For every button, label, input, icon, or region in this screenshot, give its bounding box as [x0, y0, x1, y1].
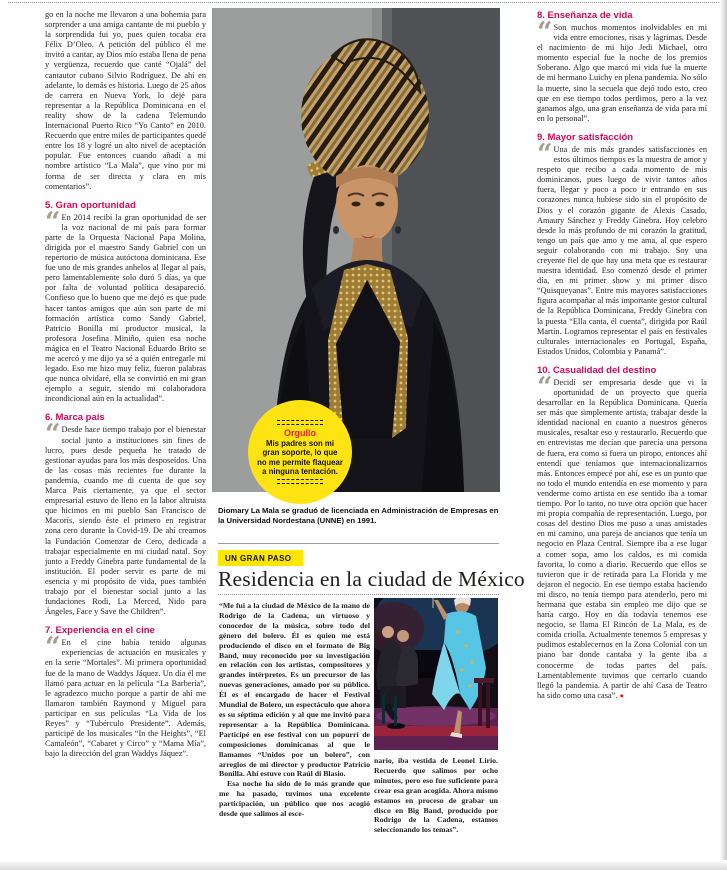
quote-mark-icon: “	[537, 138, 550, 170]
page-edge	[720, 0, 727, 870]
dash-divider	[277, 424, 323, 425]
section-heading-7: 7. Experiencia en el cine	[45, 625, 155, 637]
right-column	[537, 10, 707, 701]
feature-paragraph-1: “Me fui a la ciudad de México de la mano de Rodrigo de la Cadena, un virtuoso y conocedor de la música, sobre todo del género del bolero. Él es quien me está produciendo el disco en el formato de Big Band, muy reconocido por su investigación en relación con los artistas, compositores y grandes intérpretes. Es un precursor de las nuevas generaciones, amado por su público. Él es el encargado de hacer el Festival Mundial de Bolero, un espectáculo que ahora es su séptima edición y al que me invitó para representar a la República Dominicana. Participé en ese festival con un popurrí de composiciones dominicanas al que le llamamos “Unidos por un bolero”, con arreglos de mi director y productor Patricio Bonilla. Ahí estuve con Raúl di Blasio.	[219, 601, 370, 779]
feature-paragraph-3: nario, iba vestida de Leonel Lirio. Recuerdo que salimos por ocho minutos, pero eso fue suficiente para crear esa gran acogida. Ahora mismo estamos en proceso de grabar un disco en Big Band, producido por Rodrigo de la Cadena, estamos seleccionando los temas”.	[374, 756, 498, 835]
photo-caption: Diomary La Mala se graduó de licenciada en Administración de Empresas en la Universidad Nordestana (UNNE) en 1991.	[218, 506, 499, 525]
section-heading-9: 9. Mayor satisfacción	[537, 131, 634, 143]
portrait-photo	[212, 8, 500, 492]
feature-title: Residencia en la ciudad de México	[218, 567, 525, 591]
section-body-6: “ Desde hace tiempo trabajo por el bienestar social junto a instituciones sin fines de lucro, pues desde pequeña he tratado de gestionar ayudas para los más desposeídos. Una de las cosas más recientes fue durante la pandemia, cuando me di cuenta de que soy Marca País ciertamente, ya que el sector empresarial estuvo de lleno en la labor altruista que hicimos en mi pueblo San Francisco de Macorís, siendo éste el primero en registrar zona cero durante la Covid-19. De ahí creamos la Fundación Comenzar de Cero, dedicada a trabajar especialmente en mi ciudad natal. Soy junto a Freddy Ginebra parte fundamental de la institución. El poder servir es parte de mi esencia y mi propósito de vida, pues también trabajo por el bienestar social junto a las fundaciones Rodi, La Merced, Nido para Ángeles, Face y Save the Children”.	[45, 419, 206, 617]
feature-top-rule	[218, 543, 499, 544]
callout-text: Mis padres son mi gran soporte, lo que no me permite flaquear a ninguna tentación.	[257, 438, 343, 476]
quote-mark-icon: “	[45, 632, 58, 664]
section-heading-6: 6. Marca país	[45, 412, 105, 424]
section-heading-5: 5. Gran oportunidad	[45, 199, 136, 211]
kicker-badge: UN GRAN PASO	[218, 550, 303, 566]
section-body-7: “ En el cine había tenido algunas experiencias de actuación en musicales y en la serie “Mortales”. Mi primera oportunidad fue de la mano de Waddys Jáquez. Un día él me llamó para actuar en la película “La Barbería”, le agradezco mucho porque a partir de ahí me llamaron también Raymond y Miguel para participar en sus películas “La Vida de los Reyes” y “Tubérculo Presidente”. Además, participé de los musicales “In the Heights”, “El Camaleón”, “Cabaret y Circo” y “Mama Mía”, bajo la dirección del gran Waddys Jáquez”.	[45, 632, 206, 759]
section-heading-8: 8. Enseñanza de vida	[537, 10, 633, 21]
section-body-8: “ Son muchos momentos inolvidables en mi vida entre emociones, risas y lágrimas. Desde el nacimiento de mi hijo Jedi Michael, otro momento especial fue la noche de los premios Soberano. Algo que marcó mi vida fue la muerte de mi hermano Luichy en plena pandemia. No sólo la muerte, sino la secuela que dejó todo esto, creo que en ese tiempo todos perdimos, pero a la vez ganamos algo, una gran enseñanza de vida para mí en lo personal”.	[537, 17, 707, 123]
intro-paragraph: go en la noche me llevaron a una bohemia para sorprender a una amiga cantante de mi pueblo y la sorprendida fui yo, pues quien tocaba era Félix D’Oleo. A petición del público él me invitó a cantar, ay Dios mío estaba llena de pena y vergüenza, recuerdo que canté “Ojalá” del cantautor cubano Silvio Rodríguez. De ahí en adelante, lo demás es historia. Luego de 25 años de carrera en Nueva York, lo dejé para representar a la República Dominicana en el reality show de la cadena Telemundo Internacional Puerto Rico “Yo Canto” en 2010. Recuerdo que entre miles de participantes quedé entre los 18 y logré un alto nivel de aceptación popular. Fue entonces cuando añadí a mi nombre artístico “La Mala”, que vino por mi forma de ser directa y clara en mis comentarios”.	[45, 10, 206, 191]
top-dotted-rule	[8, 2, 719, 3]
quote-mark-icon: “	[537, 17, 550, 48]
feature-column-left	[219, 601, 370, 819]
dash-divider	[277, 420, 323, 421]
section-heading-10: 10. Casualidad del destino	[537, 364, 657, 376]
quote-mark-icon: “	[45, 206, 58, 238]
pride-callout	[248, 400, 352, 504]
feature-dotted-rule	[218, 594, 499, 595]
dash-divider	[277, 479, 323, 480]
end-mark-icon: ●	[619, 690, 625, 700]
left-column	[45, 10, 206, 759]
feature-paragraph-2: Esa noche ha sido de lo más grande que me ha pasado, tuvimos una excelente participación, un público que nos acogió desde que salimos al esce-	[219, 779, 370, 819]
concert-photo	[374, 598, 498, 750]
section-body-5: “ En 2014 recibí la gran oportunidad de ser la voz nacional de mi país para formar parte de la Orquesta Nacional Papa Molina, dirigida por el maestro Sandy Gabriel con un repertorio de música autóctona dominicana. Ese fue uno de mis grandes anhelos al llegar al país, pero lamentablemente solo duró 5 días, ya que por falta de voluntad política desapareció. Confieso que lo bueno que me dejó es que pude hacer tantos amigos que aún son parte de mi formación artística como Sandy Gabriel, Patricio Bonilla mi productor musical, la profesora Josefina Miniño, quien esa noche mágica en el Teatro Nacional Eduardo Brito se me acercó y me dijo ya sé a quién entregarle mi legado. Eso me hizo muy feliz, fueron palabras que nunca olvidaré, ella se convirtió en mi gran ejemplo a seguir, siendo mi colaboradora incondicional aún en la actualidad”.	[45, 206, 206, 404]
section-body-9: “ Una de mis más grandes satisfacciones en estos últimos tiempos es la muestra de amor y respeto que recibo a cada momento de mis dominicanos, pues luego de vivir tantos años fuera, llegar y poco a poco ir entrando en sus corazones nunca hubiese sido sin el propósito de Dios y el corazón gigante de Alexis Casado, Amaury Sánchez y Freddy Ginebra. Hoy celebro desde lo más profundo de mi corazón la gratitud, tengo un país que amo y me ama, al que espero seguir colaborando con mi trabajo. Soy una creyente fiel de que hay una meta que es restaurar nuestra identidad. Eso comenzó desde el primer día, en mi primer show y mi primer disco “Quisqueyanas”. Entre mis mayores satisfacciones figura acompañar al más importante gestor cultural de la República Dominicana, Freddy Ginebra con la puesta “Ella canta, él cuenta”, dirigida por Raúl Martín. Logramos representar el país en festivales culturales internacionales en Portugal, España, Estados Unidos, Colombia y Panamá”.	[537, 138, 707, 356]
page-edge	[0, 860, 727, 870]
feature-column-right	[374, 598, 498, 835]
callout-label: Orgullo	[284, 427, 316, 438]
quote-mark-icon: “	[45, 419, 58, 451]
section-body-10: “ Decidí ser empresaria desde que vi la oportunidad de un proyecto que quería desarrollar en la República Dominicana. Quería ser más que simplemente artista, trabajar desde la identidad nacional en cuanto a nuestros géneros musicales, resaltar eso y restaurarlo. Recuerdo que en entrevistas me decían que parecía una persona de fuera, era como si fuera un piropo, entonces ahí entendí que teníamos que internacionalizarnos más. Entonces empecé por ahí, ese es un punto que no todo el mundo entendía en ese momento y para venderme como artista en ese sentido iba a tomar tiempo. Por lo tanto, no tuve otra opción que hacer mi propia compañía de representación. Luego, por cosas del destino Dios me puso a unas amistades en mi camino, una pareja de ancianos que tenía un negocio en Plaza Central. Siempre iba a ese lugar a comer sopa, amo los caldos, es mi comida favorita, lo como a diario. Recuerdo que ellos se tuvieron que ir de retirada para La Florida y me dejaron el negocio. En ese tiempo estaba haciendo mi disco, no tenía tiempo para atenderlo, pero mi hermana que estaba sin empleo me dijo que se haría cargo. Hoy en día todavía tenemos ese negocio, se llama El Rincón de La Mala, es de comida criolla. Actualmente tenemos 5 empresas y pudimos establecernos en la Zona Colonial con un piano bar donde cantaba y la gente iba a conocerme de todas partes del país. Lamentablemente tuvimos que cerrarlo cuando llegó la pandemia. A partir de ahí Casa de Teatro ha sido como una casa”. ●	[537, 371, 707, 700]
quote-mark-icon: “	[537, 371, 550, 403]
dash-divider	[277, 483, 323, 484]
